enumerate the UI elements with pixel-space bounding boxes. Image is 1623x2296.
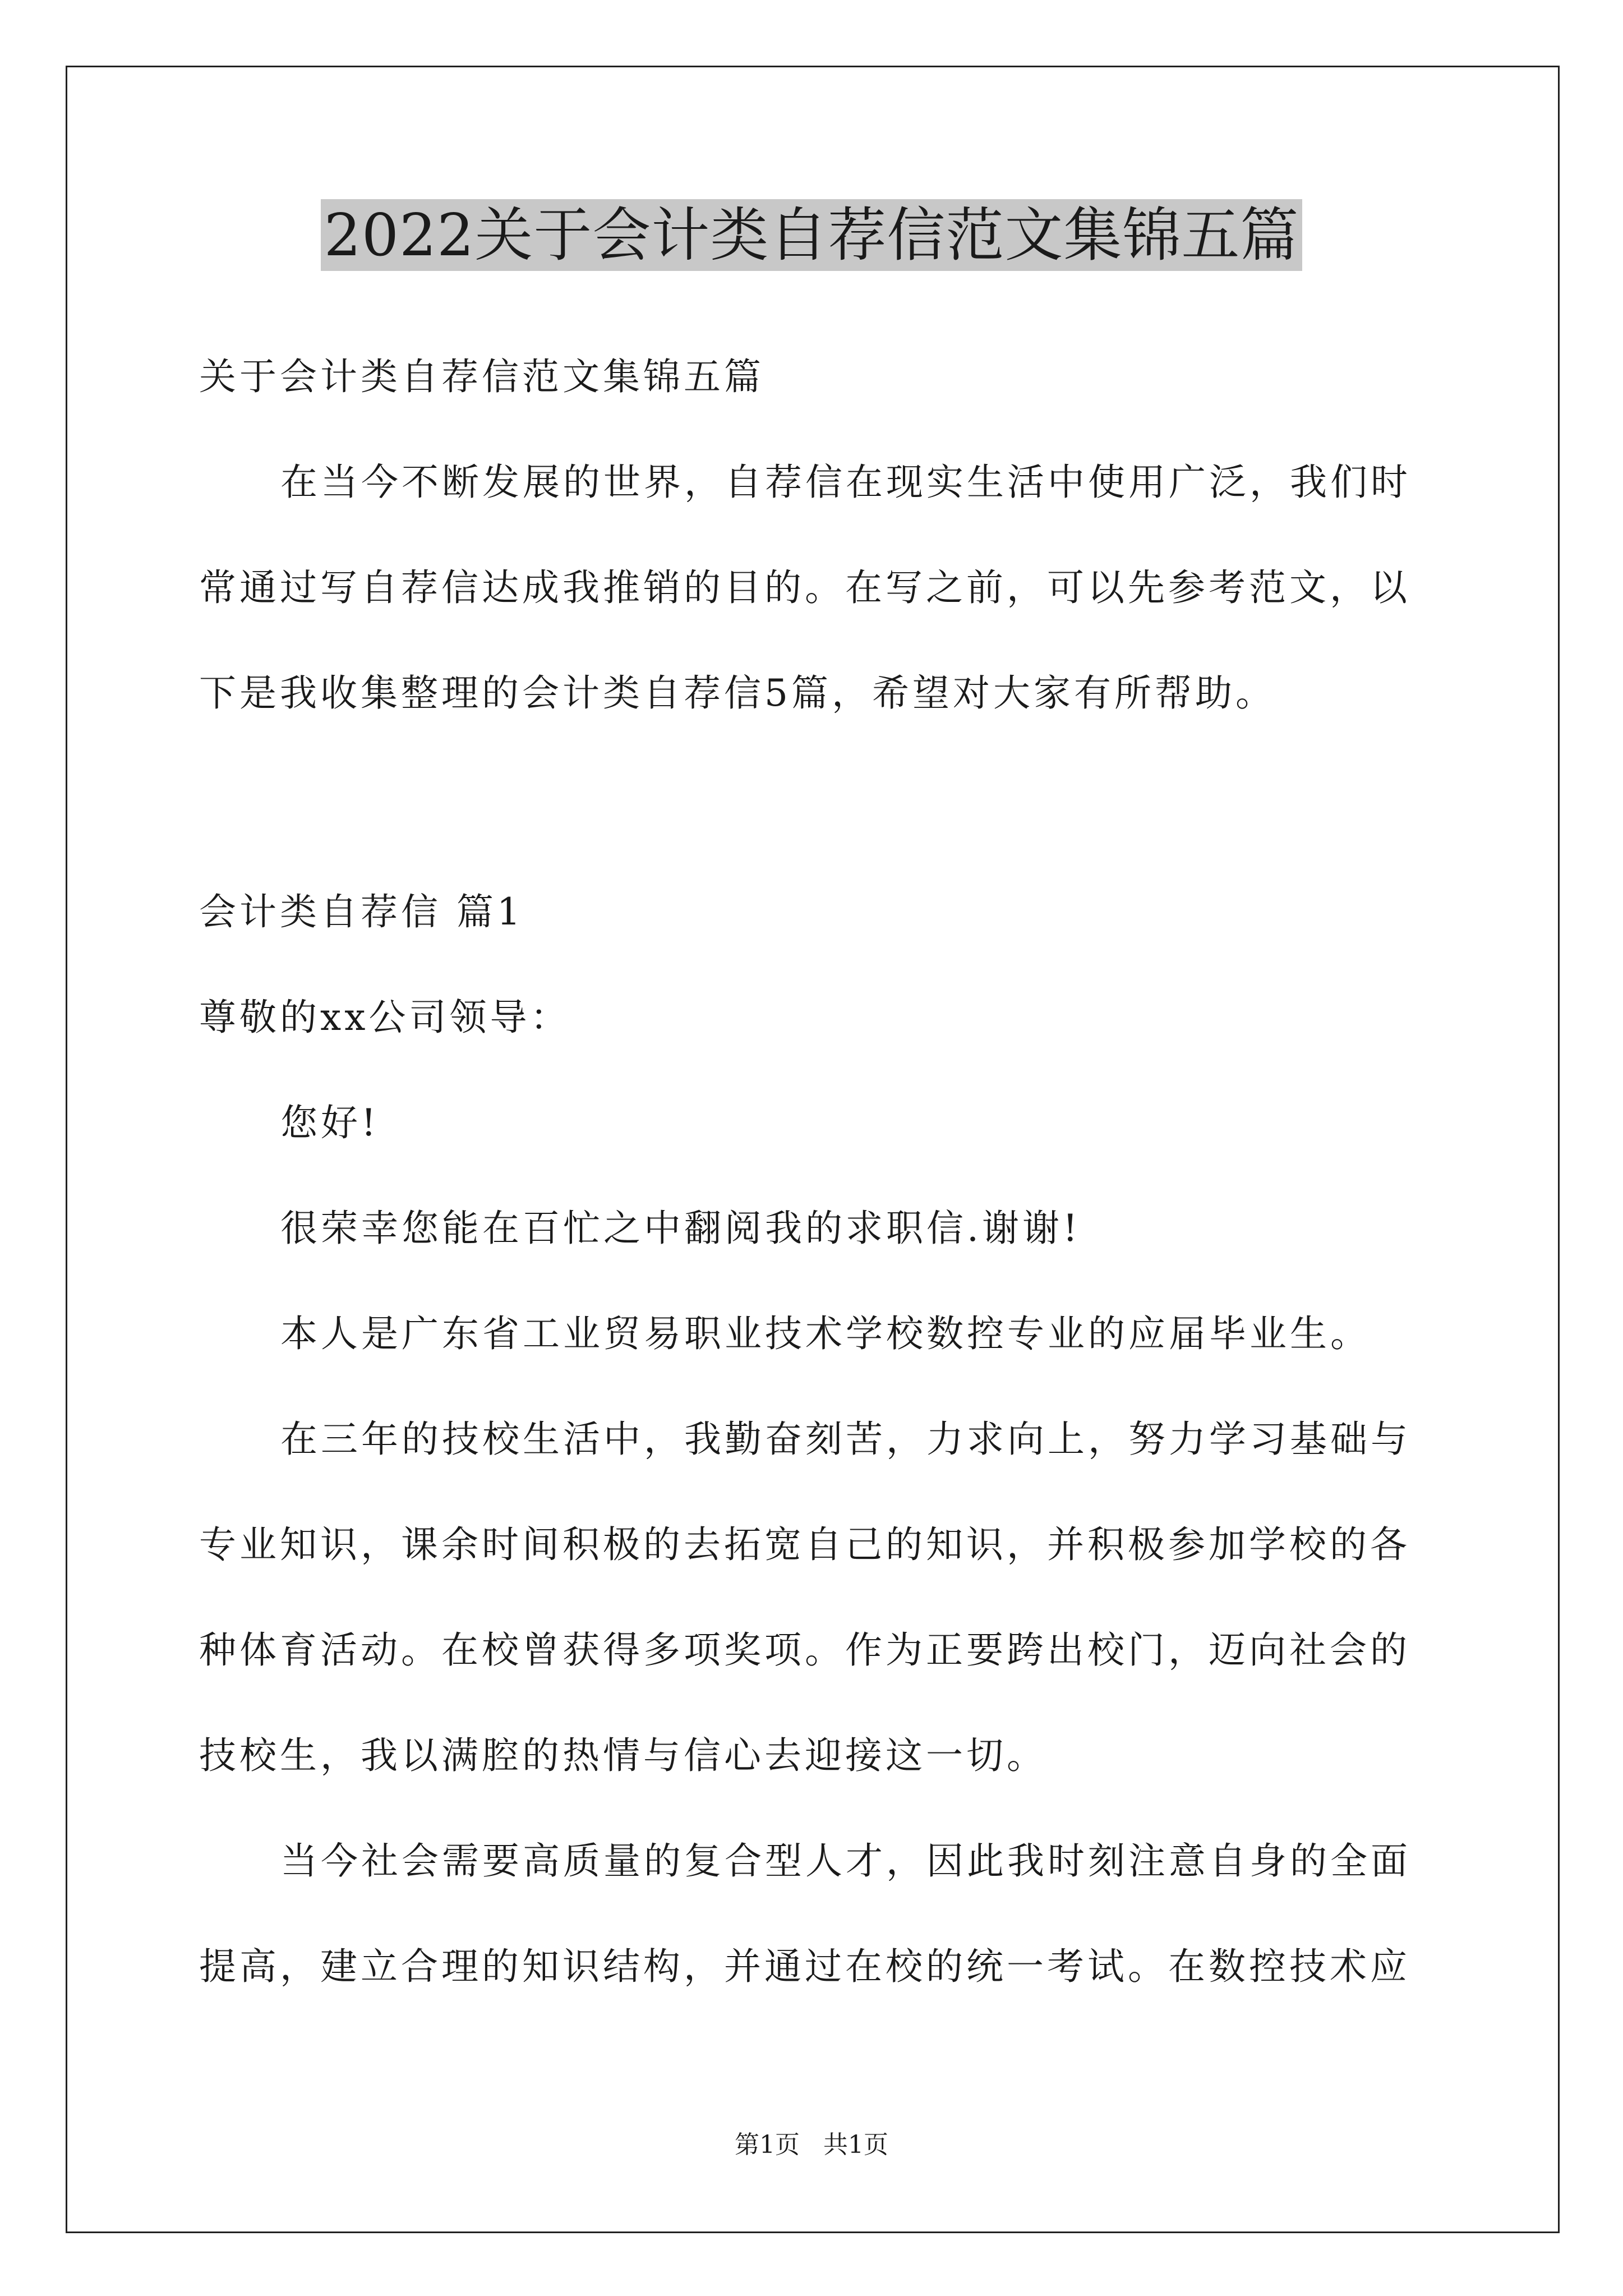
document-subtitle: 关于会计类自荐信范文集锦五篇 bbox=[199, 355, 764, 398]
greeting: 您好! bbox=[280, 1101, 380, 1144]
title-container bbox=[0, 199, 1623, 271]
self-intro-line: 本人是广东省工业贸易职业技术学校数控专业的应届毕业生。 bbox=[280, 1312, 1371, 1355]
society-para-line-1: 当今社会需要高质量的复合型人才，因此我时刻注意自身的全面 bbox=[280, 1839, 1411, 1883]
school-para-line-2: 专业知识，课余时间积极的去拓宽自己的知识，并积极参加学校的各 bbox=[199, 1523, 1410, 1566]
page-footer: 第1页 共1页 bbox=[735, 2131, 888, 2159]
intro-line-1: 在当今不断发展的世界，自荐信在现实生活中使用广泛，我们时 bbox=[280, 461, 1411, 504]
intro-line-2: 常通过写自荐信达成我推销的目的。在写之前，可以先参考范文，以 bbox=[199, 566, 1410, 609]
school-para-line-3: 种体育活动。在校曾获得多项奖项。作为正要跨出校门，迈向社会的 bbox=[199, 1628, 1410, 1672]
intro-line-3: 下是我收集整理的会计类自荐信5篇，希望对大家有所帮助。 bbox=[199, 671, 1276, 715]
school-para-line-4: 技校生，我以满腔的热情与信心去迎接这一切。 bbox=[199, 1734, 1047, 1777]
school-para-line-1: 在三年的技校生活中，我勤奋刻苦，力求向上，努力学习基础与 bbox=[280, 1418, 1411, 1461]
thanks-line: 很荣幸您能在百忙之中翻阅我的求职信.谢谢! bbox=[280, 1207, 1081, 1250]
salutation: 尊敬的xx公司领导： bbox=[199, 996, 571, 1039]
society-para-line-2: 提高，建立合理的知识结构，并通过在校的统一考试。在数控技术应 bbox=[199, 1945, 1410, 1988]
document-title: 2022关于会计类自荐信范文集锦五篇 bbox=[321, 199, 1303, 271]
section-heading: 会计类自荐信 篇1 bbox=[199, 890, 524, 933]
